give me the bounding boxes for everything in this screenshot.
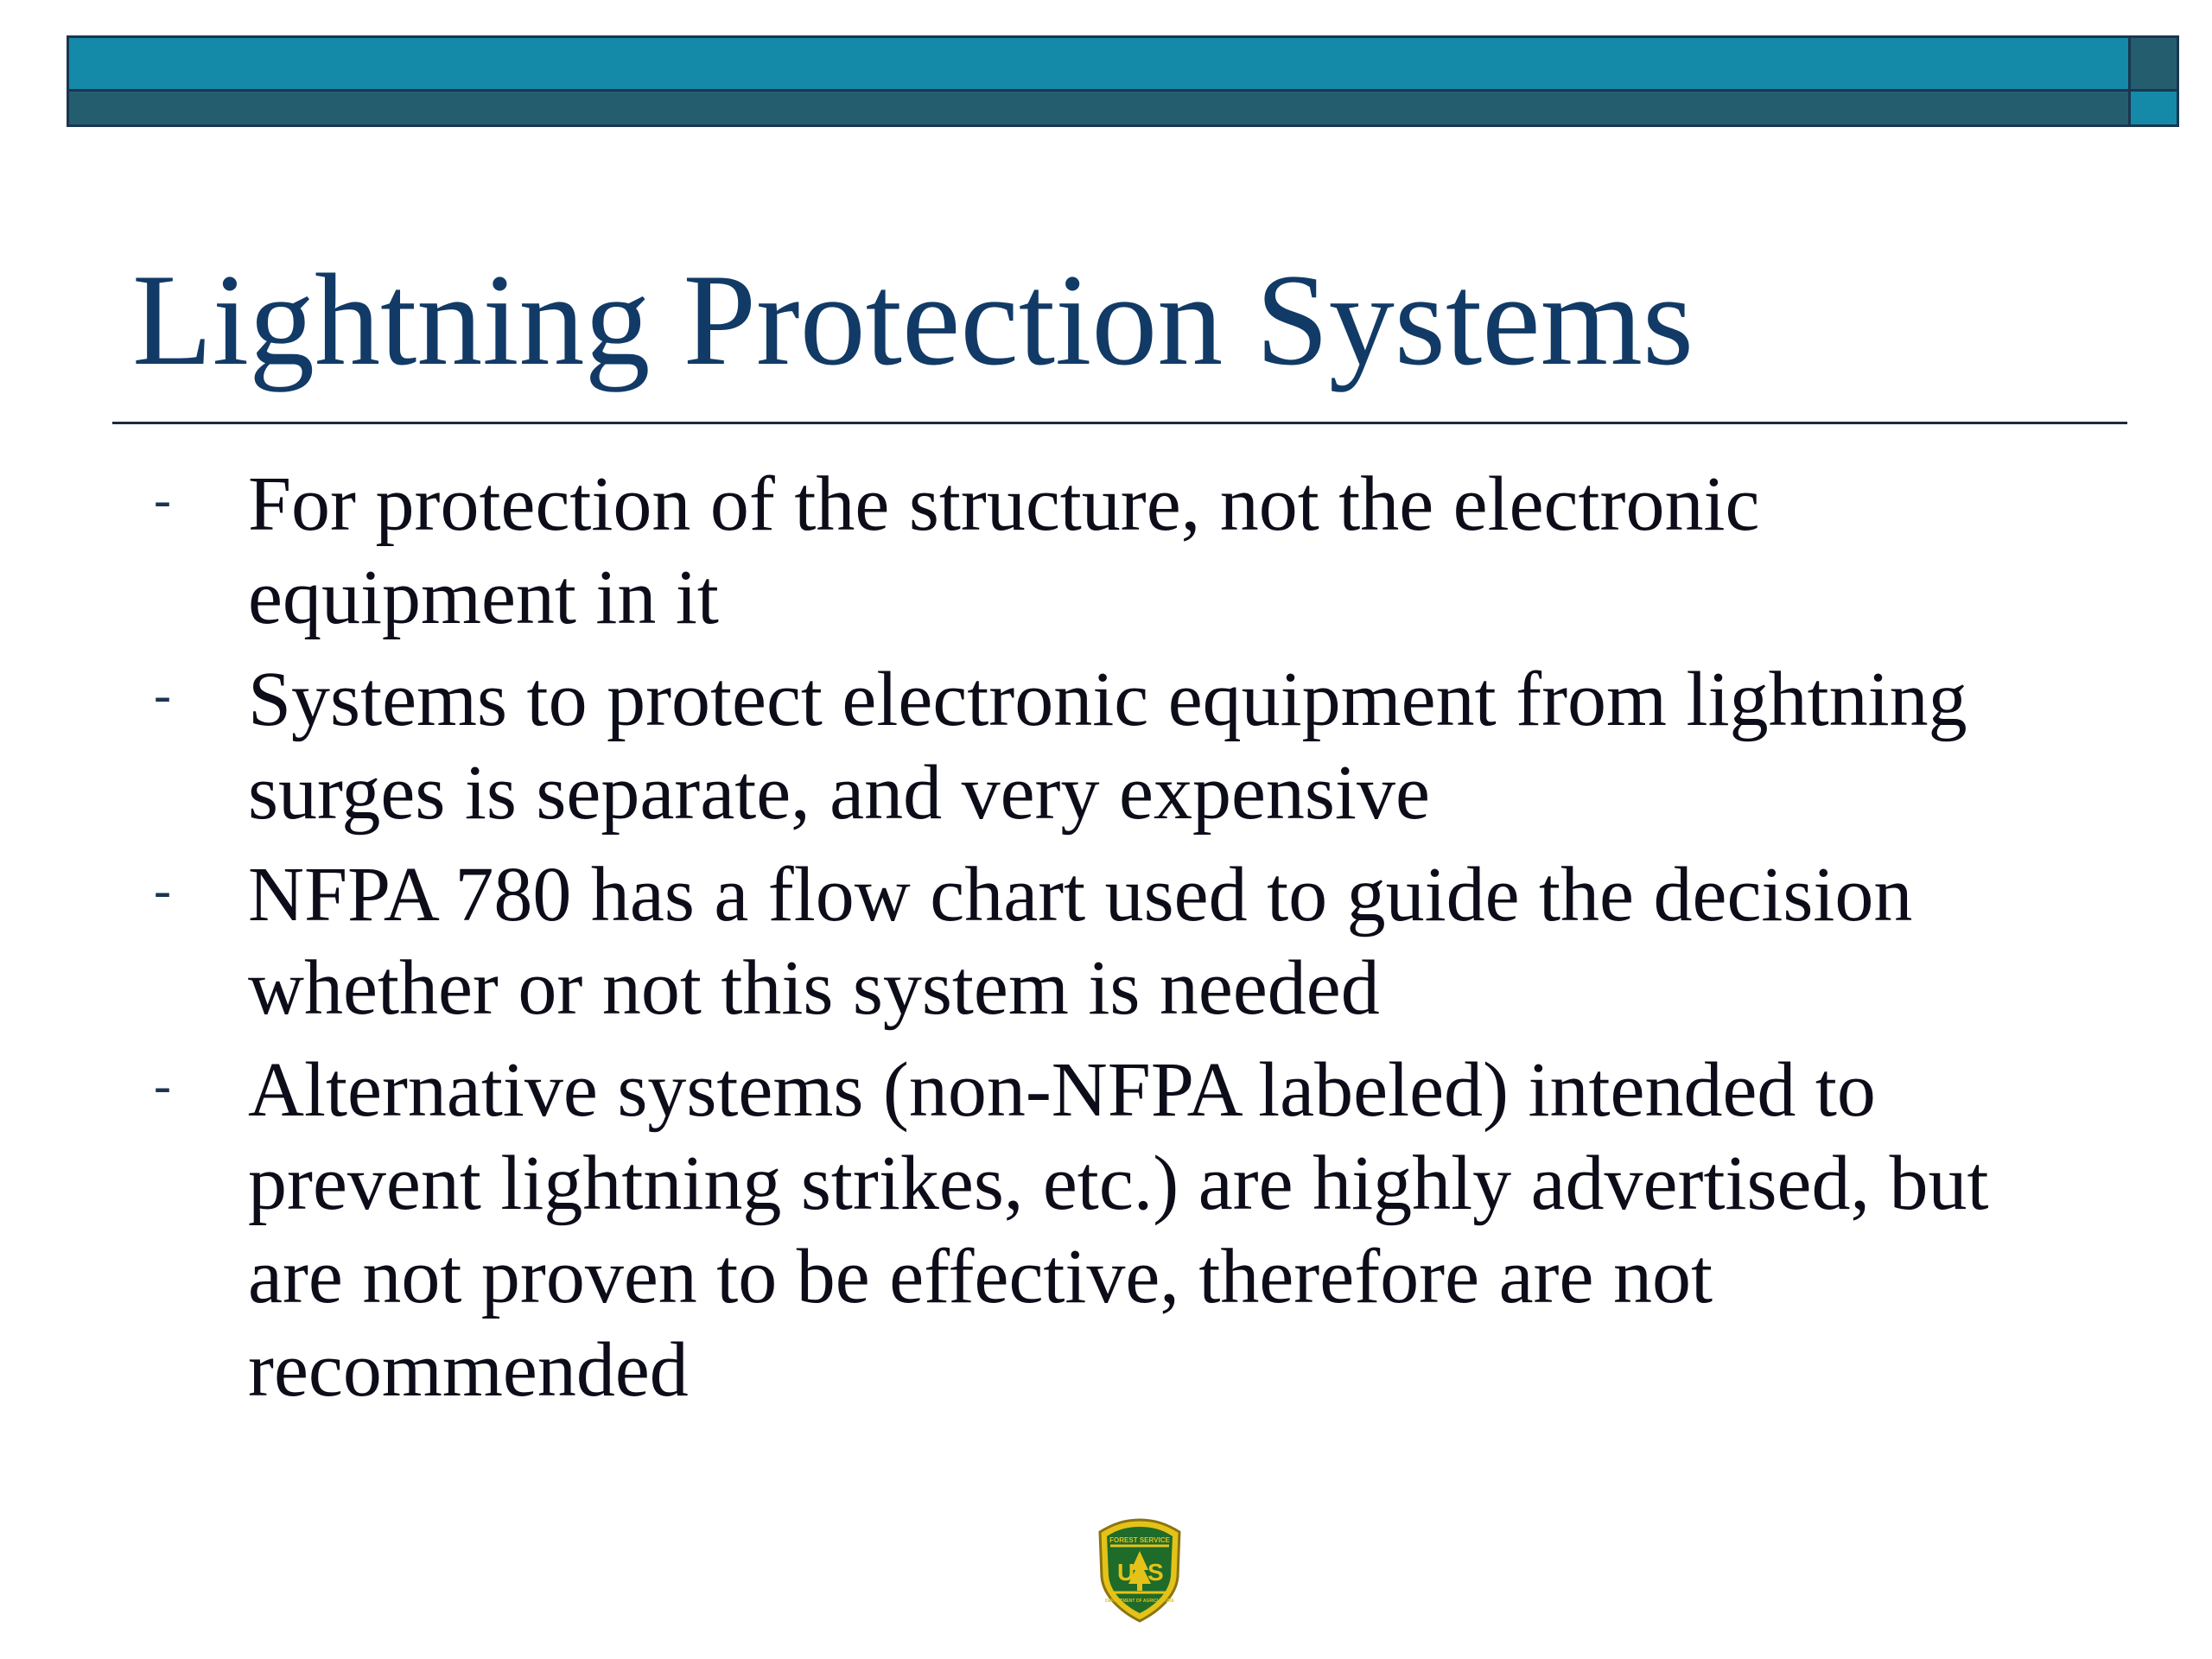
bullet-list bbox=[147, 458, 2091, 1426]
forest-service-shield-icon bbox=[1091, 1516, 1188, 1624]
title-divider bbox=[112, 422, 2127, 424]
bullet-item bbox=[147, 1044, 2091, 1417]
logo-letter-u: U bbox=[1117, 1559, 1135, 1586]
header-banner bbox=[67, 35, 2179, 127]
bullet-text: NFPA 780 has a flow chart used to guide the decision whether or not this system is needed bbox=[248, 852, 1913, 1031]
logo-top-text: FOREST SERVICE bbox=[1109, 1536, 1170, 1544]
bullet-marker: - bbox=[154, 471, 171, 528]
banner-corner-bottom bbox=[2128, 92, 2177, 124]
bullet-item bbox=[147, 458, 2091, 645]
bullet-marker: - bbox=[154, 861, 171, 918]
bullet-text: Alternative systems (non-NFPA labeled) intended to prevent lightning strikes, etc.) are highly advertised, but are not proven to be effective, therefore are not recommended bbox=[248, 1047, 1989, 1413]
banner-top-band bbox=[69, 38, 2128, 92]
logo-letter-s: S bbox=[1147, 1559, 1164, 1586]
slide-title: Lightning Protection Systems bbox=[132, 247, 1694, 392]
bullet-text: For protection of the structure, not the electronic equipment in it bbox=[248, 461, 1760, 640]
bullet-item bbox=[147, 653, 2091, 840]
banner-corner-top bbox=[2128, 38, 2177, 92]
bullet-text: Systems to protect electronic equipment from lightning surges is separate, and very expensive bbox=[248, 657, 1967, 836]
bullet-marker: - bbox=[154, 666, 171, 723]
banner-bottom-band bbox=[69, 92, 2128, 124]
logo-bottom-text: DEPARTMENT OF AGRICULTURE bbox=[1105, 1599, 1174, 1604]
bullet-marker: - bbox=[154, 1057, 171, 1114]
bullet-item bbox=[147, 849, 2091, 1035]
